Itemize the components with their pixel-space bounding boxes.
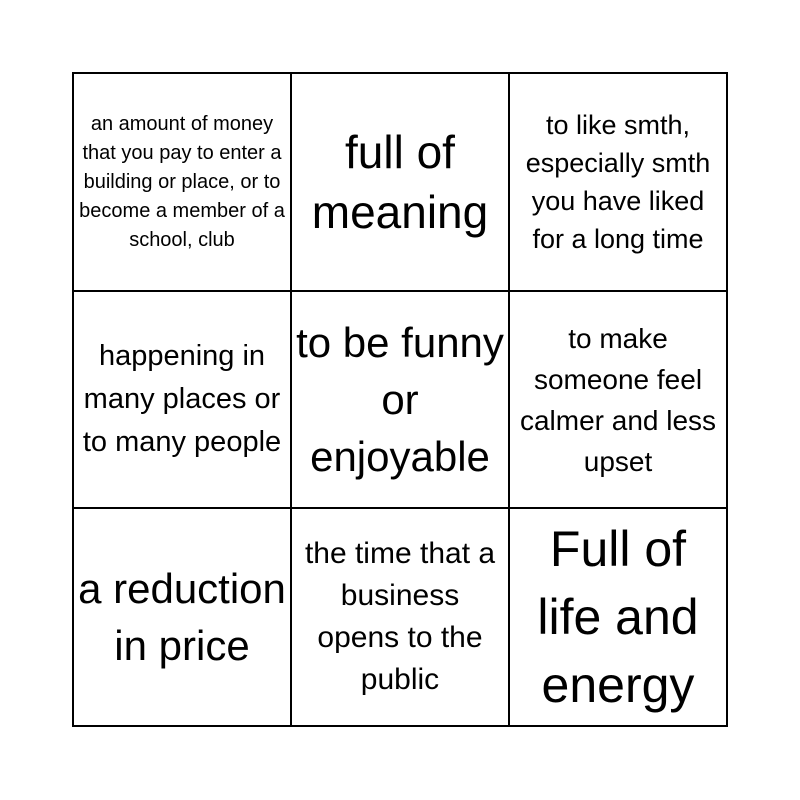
- cell-text: happening in many places or to many people: [82, 340, 282, 458]
- bingo-cell-5[interactable]: [292, 292, 510, 509]
- bingo-cell-2[interactable]: [292, 74, 510, 292]
- cell-text: an amount of money that you pay to enter a building or place, or to become a member of a school, club: [79, 112, 285, 251]
- bingo-cell-4[interactable]: [74, 292, 292, 509]
- bingo-cell-3[interactable]: [510, 74, 728, 292]
- cell-text: the time that a business opens to the public: [304, 537, 496, 696]
- bingo-board: [72, 72, 728, 727]
- cell-text: to make someone feel calmer and less upset: [519, 322, 717, 477]
- cell-text: to be funny or enjoyable: [296, 319, 504, 480]
- cell-text: a reduction in price: [78, 565, 286, 669]
- bingo-cell-7[interactable]: [74, 509, 292, 727]
- bingo-cell-1[interactable]: [74, 74, 292, 292]
- cell-text: full of meaning: [311, 126, 489, 238]
- bingo-cell-8[interactable]: [292, 509, 510, 727]
- cell-text: to like smth, especially smth you have liked for a long time: [525, 110, 711, 254]
- cell-text: Full of life and energy: [537, 521, 699, 713]
- bingo-cell-6[interactable]: [510, 292, 728, 509]
- bingo-cell-9[interactable]: [510, 509, 728, 727]
